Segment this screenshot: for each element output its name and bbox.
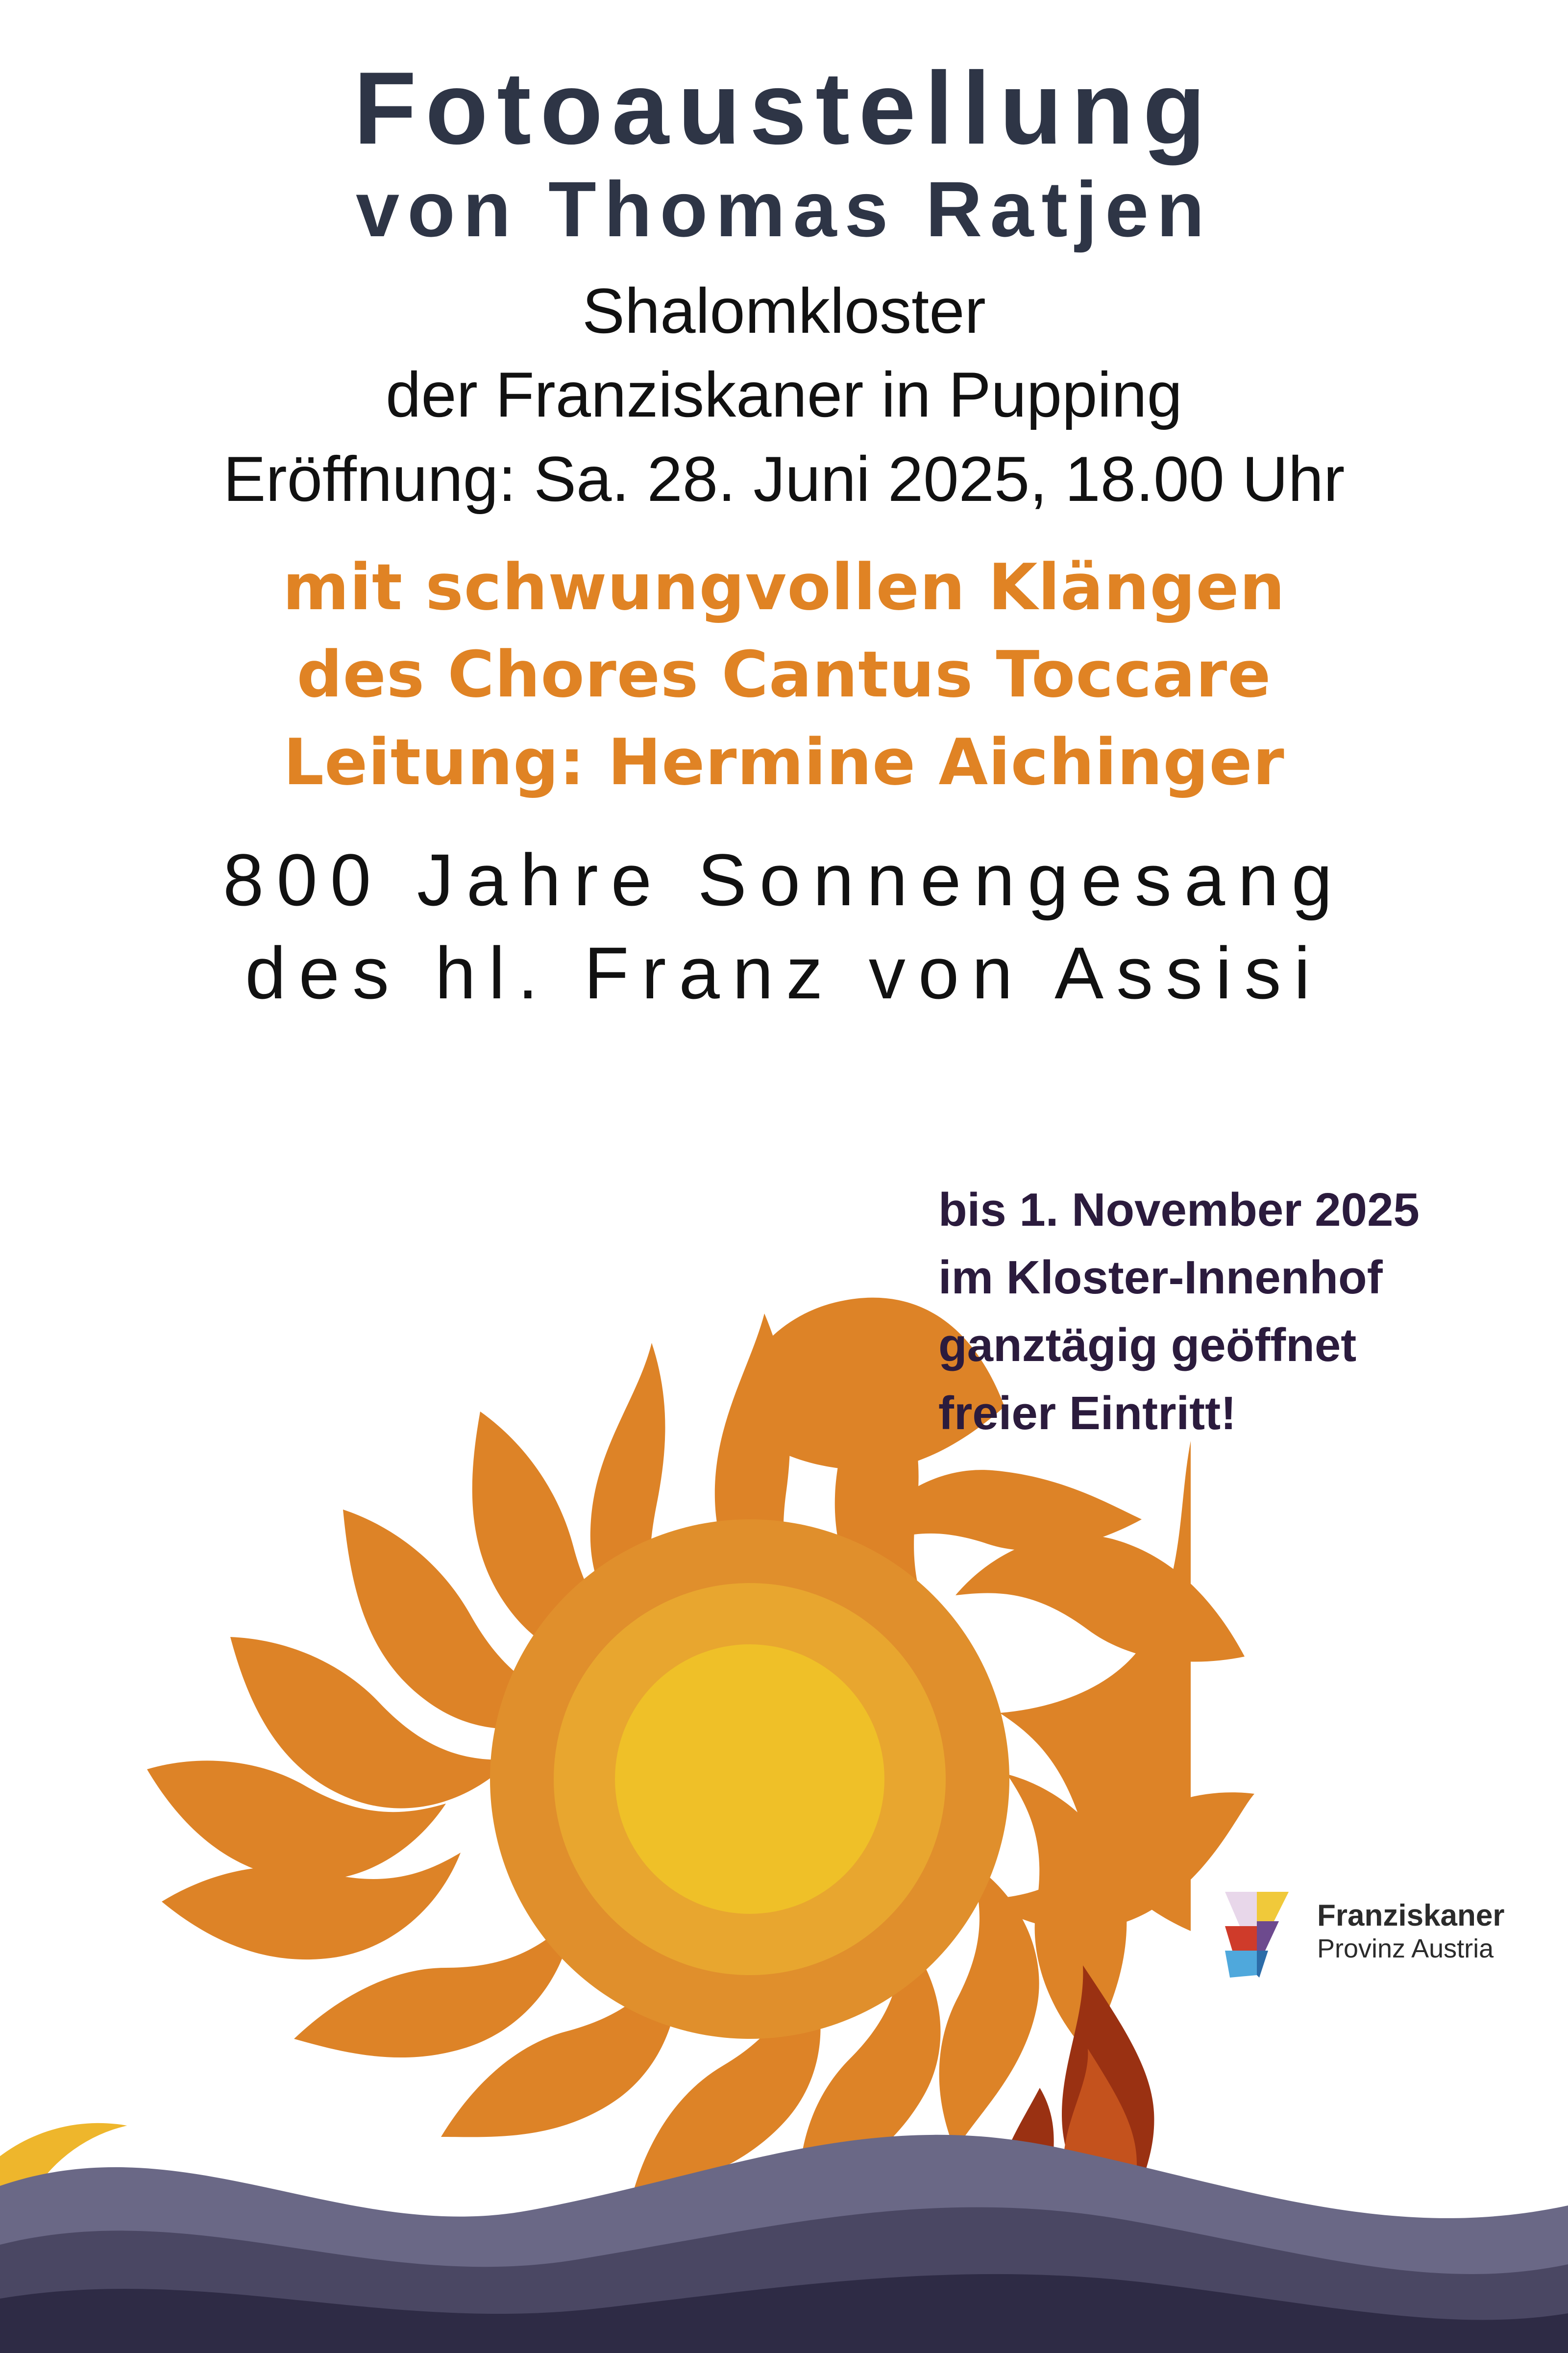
- headline-line-1: 800 Jahre Sonnengesang: [222, 838, 1346, 921]
- info-line-1: bis 1. November 2025: [938, 1184, 1420, 1236]
- logo-line-1: Franziskaner: [1317, 1899, 1505, 1933]
- poster-text-block: [0, 0, 1568, 1020]
- choir-line-1: mit schwungvollen Klängen: [282, 550, 1286, 625]
- page-subtitle: von Thomas Ratjen: [356, 165, 1212, 253]
- franciscan-tau-cross-icon: [1210, 1877, 1308, 1985]
- opening-datetime: Eröffnung: Sa. 28. Juni 2025, 18.00 Uhr: [223, 443, 1345, 515]
- franziskaner-logo: [1210, 1867, 1505, 1995]
- page-title: Fotoaustellung: [353, 50, 1215, 166]
- venue-line-1: Shalomkloster: [582, 274, 986, 347]
- info-line-4: freier Eintritt!: [938, 1387, 1237, 1439]
- choir-block: [0, 544, 1568, 805]
- info-line-3: ganztägig geöffnet: [938, 1319, 1357, 1372]
- waves: [0, 2135, 1568, 2353]
- logo-line-2: Provinz Austria: [1317, 1933, 1494, 1963]
- logo-text: [1317, 1898, 1505, 1963]
- sun-disc-core: [615, 1644, 884, 1914]
- headline-block: [0, 833, 1568, 1020]
- choir-line-3: Leitung: Hermine Aichinger: [283, 724, 1285, 799]
- choir-line-2: des Chores Cantus Toccare: [296, 637, 1272, 712]
- headline-line-2: des hl. Franz von Assisi: [245, 932, 1323, 1015]
- info-box: [938, 1176, 1526, 1447]
- info-line-2: im Kloster-Innenhof: [938, 1251, 1383, 1304]
- venue-line-2: der Franziskaner in Pupping: [386, 359, 1182, 431]
